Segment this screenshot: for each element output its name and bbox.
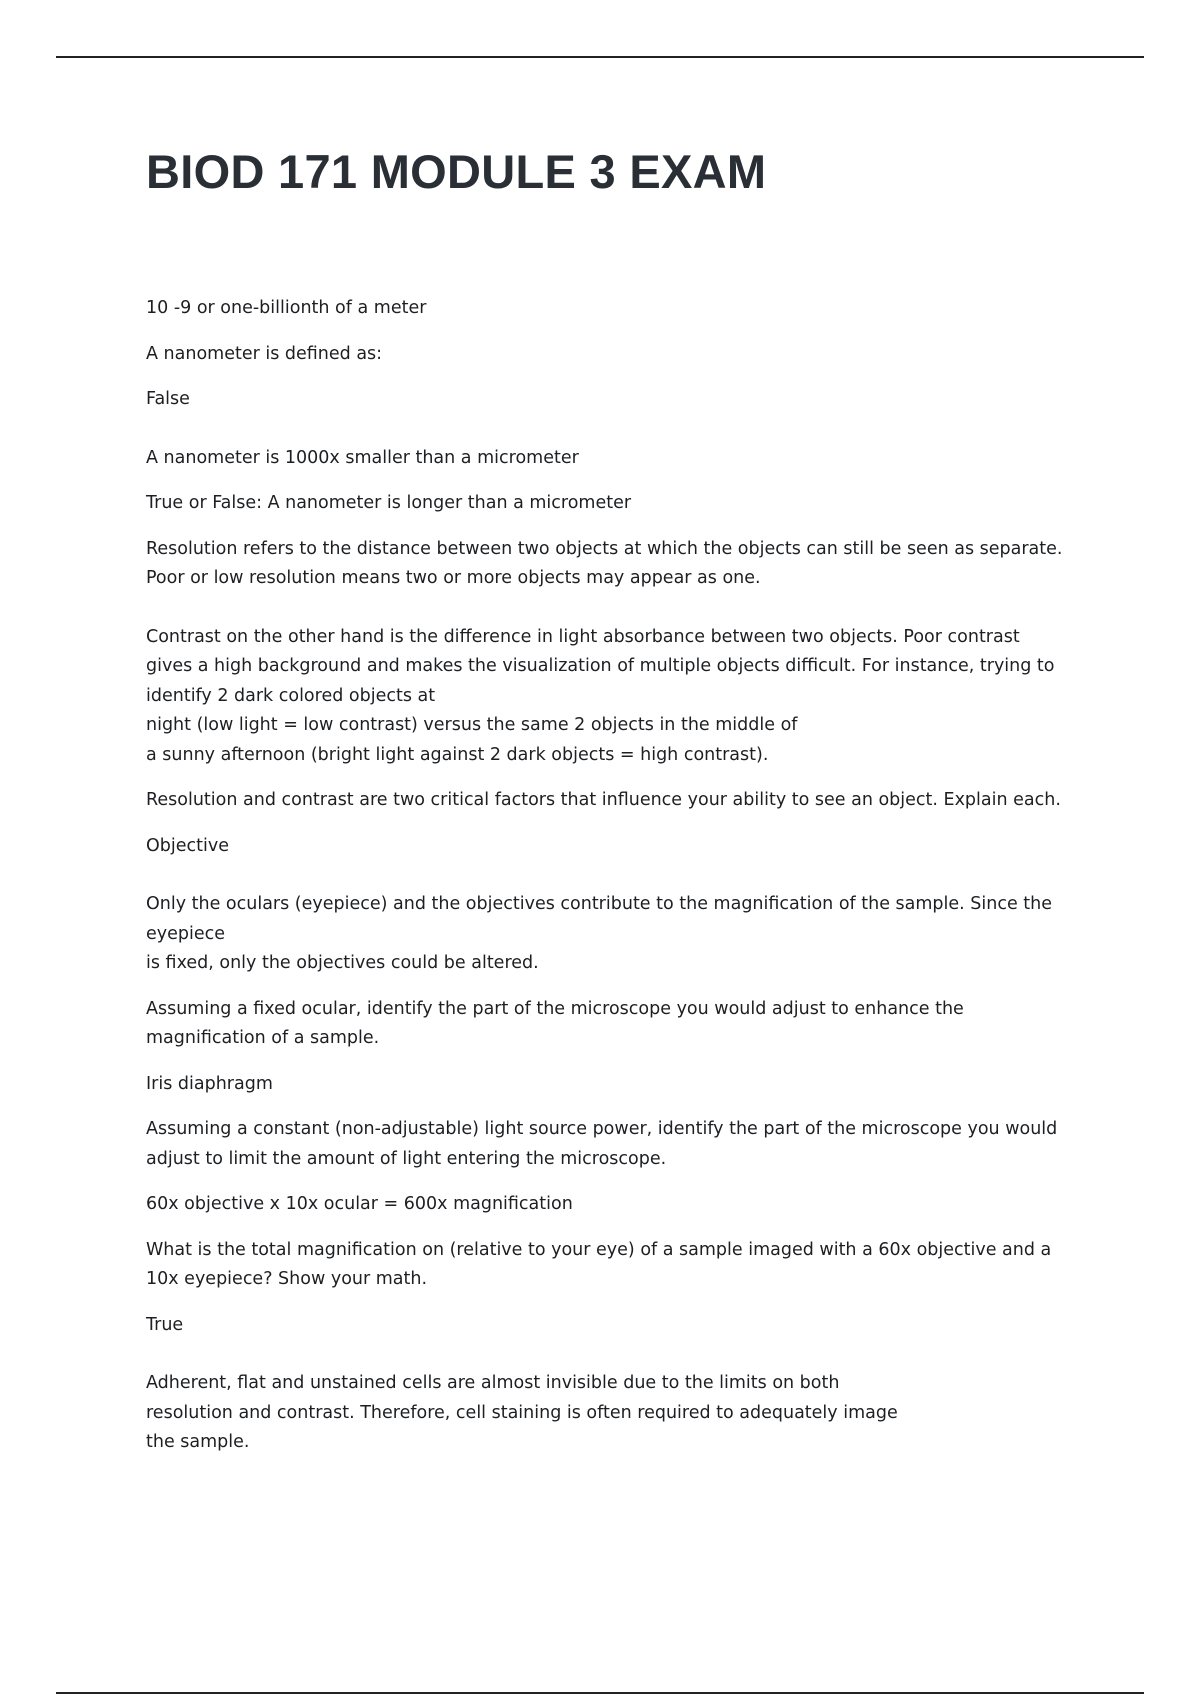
answer-nanometer-definition: 10 -9 or one-billionth of a meter	[146, 298, 427, 318]
question-resolution-contrast: Resolution and contrast are two critical factors that influence your ability to see an object. Explain each.	[146, 790, 1061, 810]
document-body	[146, 294, 1096, 1458]
answer-objective: Objective	[146, 835, 229, 856]
answer-iris-diaphragm: Iris diaphragm	[146, 1073, 273, 1094]
question-fixed-ocular: Assuming a fixed ocular, identify the part of the microscope you would adjust to enhance the magnification of a sample.	[146, 998, 964, 1048]
answer-false: False	[146, 389, 190, 409]
answer-nanometer-size: A nanometer is 1000x smaller than a micrometer	[146, 447, 579, 468]
answer-contrast: Contrast on the other hand is the difference in light absorbance between two objects. Poor contrast gives a high background and makes the visualization of multiple objects difficult. For instance, trying to identify 2 dark colored objects at night (low light = low contrast) versus the same 2 objects in the middle of a sunny afternoon (bright light against 2 dark objects = high contrast).	[146, 626, 1055, 765]
question-light-source: Assuming a constant (non-adjustable) light source power, identify the part of the microscope you would adjust to limit the amount of light entering the microscope.	[146, 1119, 1058, 1169]
answer-magnification-math: 60x objective x 10x ocular = 600x magnification	[146, 1194, 573, 1214]
page-title: BIOD 171 MODULE 3 EXAM	[146, 145, 767, 198]
answer-oculars-objectives: Only the oculars (eyepiece) and the objectives contribute to the magnification of the sample. Since the eyepiece is fixed, only the objectives could be altered.	[146, 894, 1053, 973]
question-nanometer-longer: True or False: A nanometer is longer than a micrometer	[146, 493, 632, 513]
answer-resolution: Resolution refers to the distance between two objects at which the objects can still be seen as separate. Poor or low resolution means two or more objects may appear as one.	[146, 538, 1063, 588]
bottom-rule	[56, 1692, 1144, 1694]
answer-cell-staining: Adherent, flat and unstained cells are almost invisible due to the limits on both resolution and contrast. Therefore, cell staining is often required to adequately image the sample.	[146, 1373, 898, 1452]
question-nanometer-definition: A nanometer is defined as:	[146, 343, 383, 364]
answer-true: True	[146, 1314, 184, 1335]
top-rule	[56, 56, 1144, 58]
question-total-magnification: What is the total magnification on (relative to your eye) of a sample imaged with a 60x objective and a 10x eyepiece? Show your math.	[146, 1239, 1052, 1289]
